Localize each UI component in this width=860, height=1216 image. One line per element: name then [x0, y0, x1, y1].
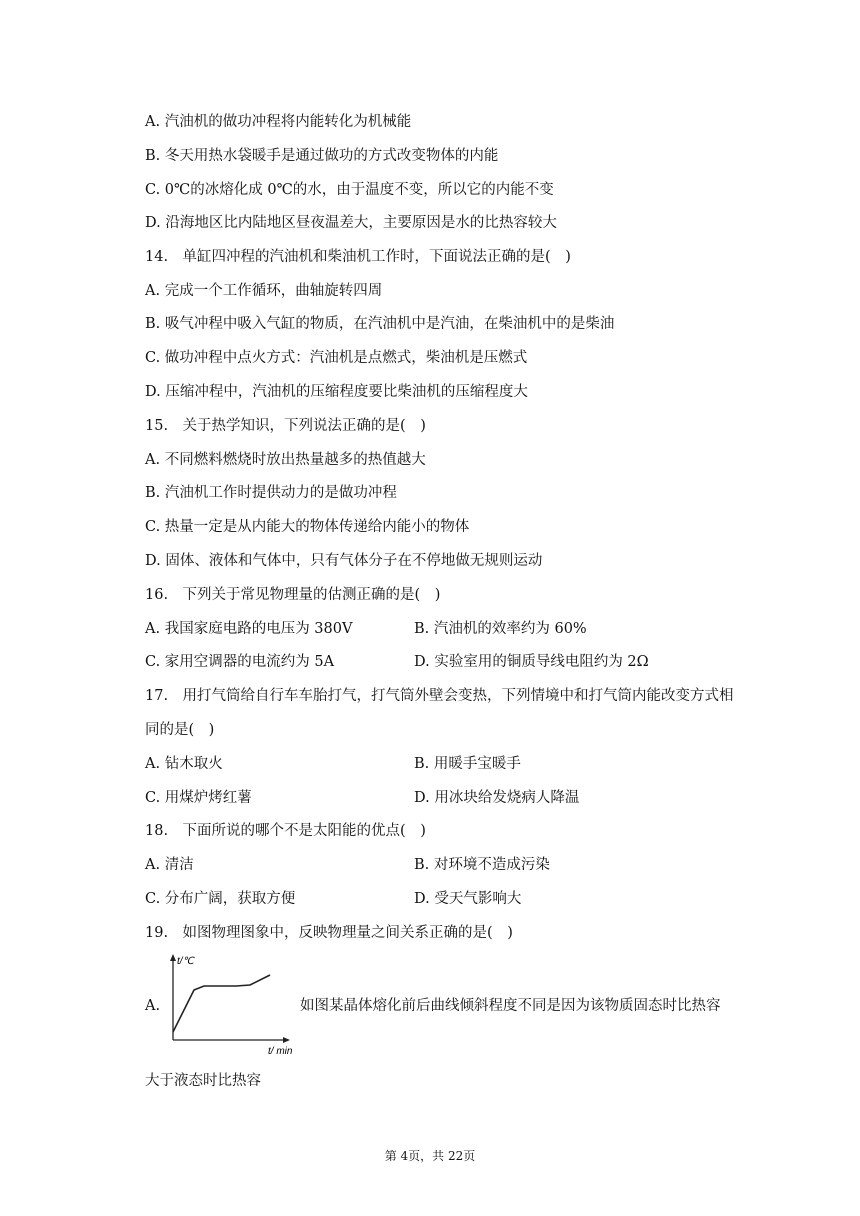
- q13-option-c: C. 0℃的冰熔化成 0℃的水，由于温度不变，所以它的内能不变: [145, 182, 554, 198]
- graph-x-label: t/ min: [268, 1046, 293, 1057]
- melting-curve-graph: [160, 950, 300, 1060]
- q15-option-b: B. 汽油机工作时提供动力的是做功冲程: [145, 485, 397, 501]
- graph-y-label: t/℃: [177, 956, 194, 967]
- q17-option-b: B. 用暖手宝暖手: [414, 756, 521, 772]
- q18-option-b: B. 对环境不造成污染: [414, 857, 550, 873]
- q13-option-d: D. 沿海地区比内陆地区昼夜温差大，主要原因是水的比热容较大: [145, 215, 557, 231]
- q14-option-d: D. 压缩冲程中，汽油机的压缩程度要比柴油机的压缩程度大: [145, 384, 528, 400]
- y-axis-arrow: [170, 954, 176, 961]
- q15-stem: 15. 关于热学知识，下列说法正确的是( ): [145, 418, 426, 434]
- q14-option-a: A. 完成一个工作循环，曲轴旋转四周: [145, 283, 383, 299]
- q16-option-d: D. 实验室用的铜质导线电阻约为 2Ω: [414, 654, 649, 670]
- q13-option-a: A. 汽油机的做功冲程将内能转化为机械能: [145, 114, 412, 130]
- q14-stem: 14. 单缸四冲程的汽油机和柴油机工作时，下面说法正确的是( ): [145, 249, 571, 265]
- q16-option-a: A. 我国家庭电路的电压为 380V: [145, 621, 353, 637]
- q16-option-b: B. 汽油机的效率约为 60%: [414, 621, 587, 637]
- q16-stem: 16. 下列关于常见物理量的估测正确的是( ): [145, 587, 441, 603]
- q19-option-a-label: A.: [145, 998, 161, 1014]
- q17-stem-line2: 同的是( ): [145, 722, 215, 738]
- q17-stem-line1: 17. 用打气筒给自行车车胎打气，打气筒外壁会变热，下列情境中和打气筒内能改变方式相: [145, 688, 734, 704]
- q13-option-b: B. 冬天用热水袋暖手是通过做功的方式改变物体的内能: [145, 148, 499, 164]
- q19-option-a-text-line1: 如图某晶体熔化前后曲线倾斜程度不同是因为该物质固态时比热容: [300, 998, 721, 1014]
- x-axis-arrow: [283, 1037, 290, 1043]
- q17-option-a: A. 钻木取火: [145, 756, 223, 772]
- q17-option-c: C. 用煤炉烤红薯: [145, 790, 252, 806]
- q18-option-a: A. 清洁: [145, 857, 194, 873]
- temperature-curve: [173, 975, 270, 1032]
- q18-option-d: D. 受天气影响大: [414, 891, 522, 907]
- q15-option-d: D. 固体、液体和气体中，只有气体分子在不停地做无规则运动: [145, 553, 543, 569]
- q17-option-d: D. 用冰块给发烧病人降温: [414, 790, 580, 806]
- q18-stem: 18. 下面所说的哪个不是太阳能的优点( ): [145, 823, 426, 839]
- q15-option-a: A. 不同燃料燃烧时放出热量越多的热值越大: [145, 452, 426, 468]
- page-footer: 第 4页，共 22页: [384, 1149, 476, 1163]
- q14-option-b: B. 吸气冲程中吸入气缸的物质，在汽油机中是汽油，在柴油机中的是柴油: [145, 316, 615, 332]
- q18-option-c: C. 分布广阔，获取方便: [145, 891, 296, 907]
- q15-option-c: C. 热量一定是从内能大的物体传递给内能小的物体: [145, 519, 470, 535]
- q19-option-a-text-line2: 大于液态时比热容: [145, 1073, 261, 1089]
- q16-option-c: C. 家用空调器的电流约为 5A: [145, 654, 335, 670]
- q14-option-c: C. 做功冲程中点火方式：汽油机是点燃式，柴油机是压燃式: [145, 350, 528, 366]
- q19-stem: 19. 如图物理图象中，反映物理量之间关系正确的是( ): [145, 925, 513, 941]
